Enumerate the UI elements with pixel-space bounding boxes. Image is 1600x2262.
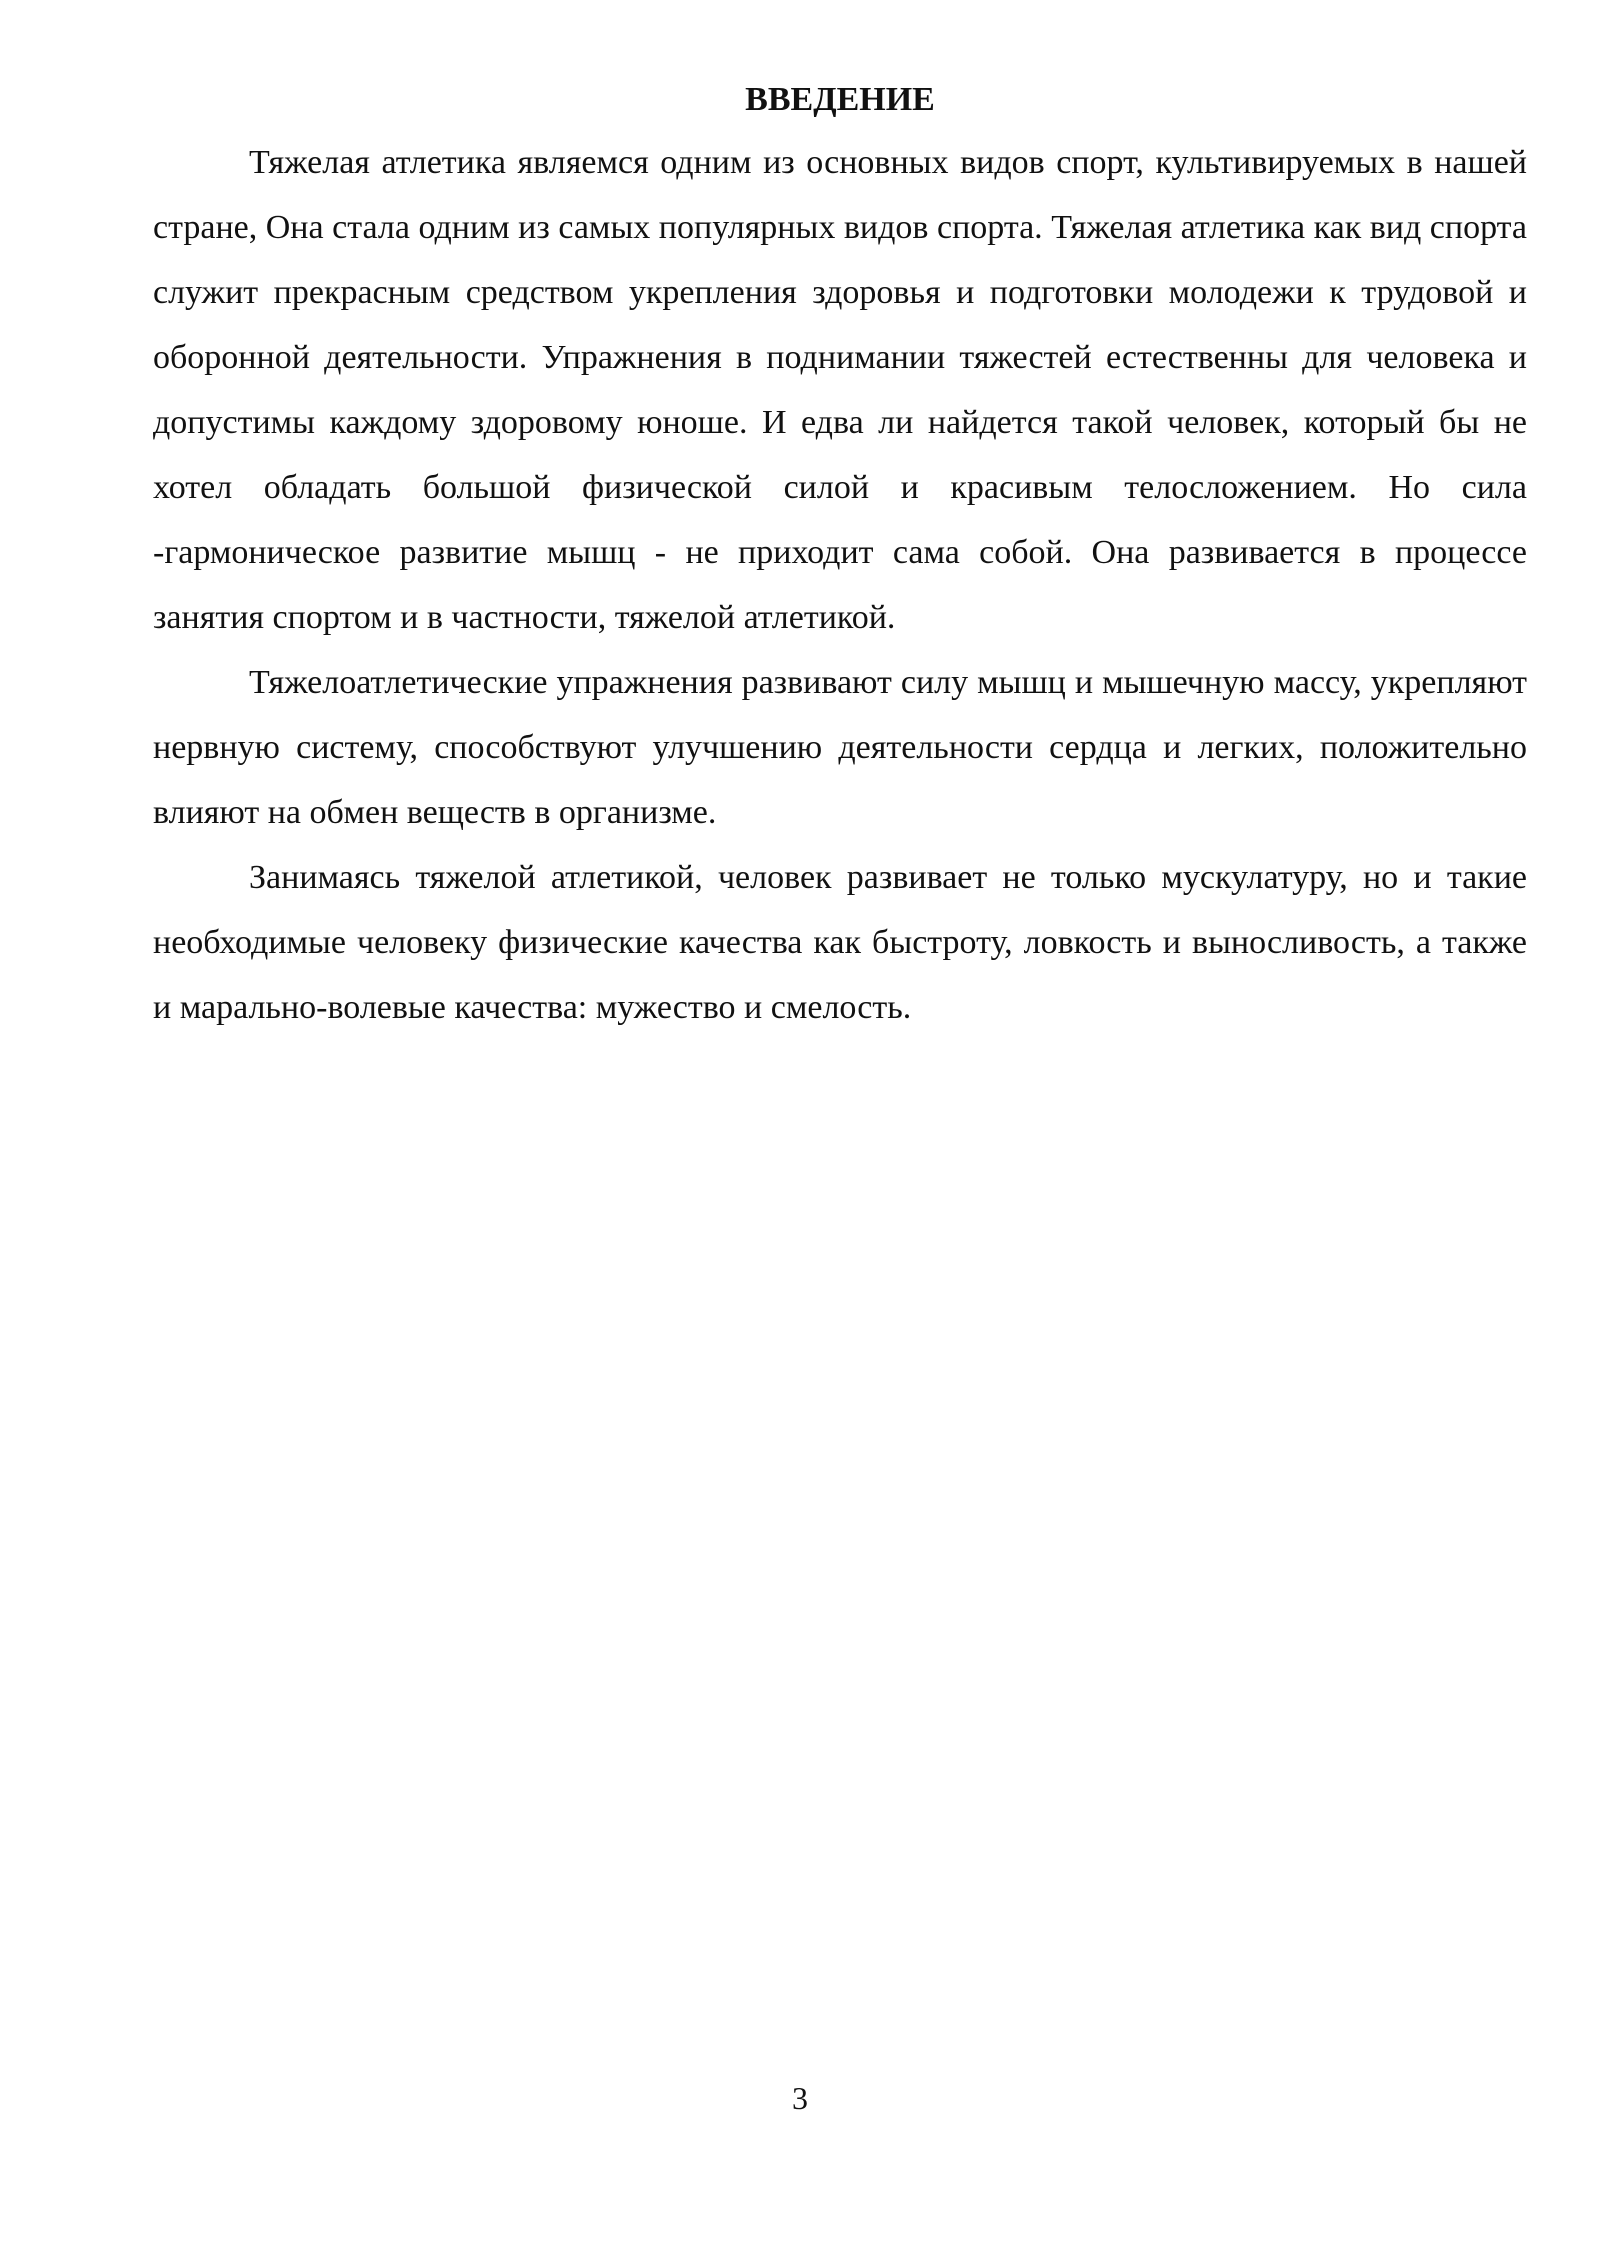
section-heading: ВВЕДЕНИЕ [745, 81, 935, 118]
paragraph-3: Занимаясь тяжелой атлетикой, человек развивает не только мускулатуру, но и такие необходимые человеку физические качества как быстроту, ловкость и выносливость, а также и марально-волевые качества: мужество и смелость. [153, 859, 1527, 1026]
paragraph-2: Тяжелоатлетические упражнения развивают силу мышц и мышечную массу, укрепляют нервную систему, способствуют улучшению деятельности сердца и легких, положительно влияют на обмен веществ в организме. [153, 664, 1527, 831]
page-number: 3 [792, 2080, 808, 2116]
page-content [153, 70, 1527, 1040]
paragraph-1: Тяжелая атлетика являемся одним из основных видов спорт, культивируемых в нашей стране, Она стала одним из самых популярных видов спорта. Тяжелая атлетика как вид спорта служит прекрасным средством укрепления здоровья и подготовки молодежи к трудовой и оборонной деятельности. Упражнения в поднимании тяжестей естественны для человека и допустимы каждому здоровому юноше. И едва ли найдется такой человек, который бы не хотел обладать большой физической силой и красивым телосложением. Но сила -гармоническое развитие мышц - не приходит сама собой. Она развивается в процессе занятия спортом и в частности, тяжелой атлетикой. [153, 144, 1527, 636]
